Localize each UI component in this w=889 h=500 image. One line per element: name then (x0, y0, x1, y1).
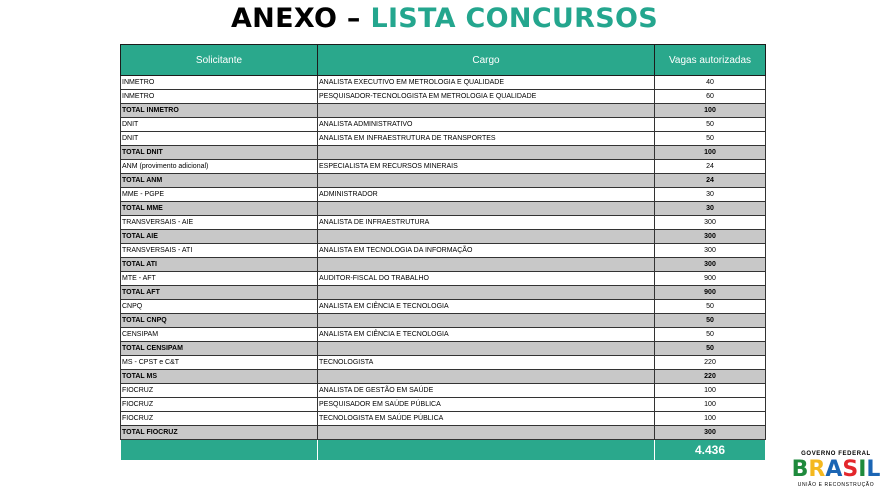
cell-cargo (318, 370, 655, 384)
cell-vagas: 50 (655, 118, 766, 132)
logo-letter: I (858, 457, 867, 482)
cell-solicitante: MTE - AFT (121, 272, 318, 286)
table-row (121, 76, 766, 90)
cell-vagas: 50 (655, 300, 766, 314)
cell-vagas: 220 (655, 356, 766, 370)
table-row (121, 412, 766, 426)
cell-solicitante: TOTAL INMETRO (121, 104, 318, 118)
cell-cargo (318, 202, 655, 216)
cell-cargo (318, 258, 655, 272)
cell-vagas: 300 (655, 426, 766, 440)
cell-vagas: 900 (655, 272, 766, 286)
cell-solicitante: ANM (provimento adicional) (121, 160, 318, 174)
cell-vagas: 40 (655, 76, 766, 90)
logo-wordmark (790, 458, 882, 482)
cell-vagas: 100 (655, 104, 766, 118)
cell-cargo (318, 314, 655, 328)
cell-solicitante: FIOCRUZ (121, 384, 318, 398)
cell-vagas: 30 (655, 188, 766, 202)
cell-cargo: ANALISTA DE GESTÃO EM SAÚDE (318, 384, 655, 398)
cell-vagas: 100 (655, 146, 766, 160)
cell-solicitante: MS - CPST e C&T (121, 356, 318, 370)
table-row (121, 188, 766, 202)
cell-vagas: 300 (655, 216, 766, 230)
total-row (121, 104, 766, 118)
cell-vagas: 900 (655, 286, 766, 300)
cell-cargo: ANALISTA EM CIÊNCIA E TECNOLOGIA (318, 300, 655, 314)
cell-solicitante: CNPQ (121, 300, 318, 314)
table-row (121, 244, 766, 258)
cell-vagas: 300 (655, 230, 766, 244)
table-header-row (121, 45, 766, 76)
total-row (121, 146, 766, 160)
logo-letter: S (842, 457, 859, 482)
cell-cargo: ANALISTA DE INFRAESTRUTURA (318, 216, 655, 230)
cell-solicitante: CENSIPAM (121, 328, 318, 342)
cell-cargo (318, 230, 655, 244)
cell-vagas: 50 (655, 132, 766, 146)
cell-solicitante: MME - PGPE (121, 188, 318, 202)
table-body (121, 76, 766, 440)
cell-solicitante: TOTAL DNIT (121, 146, 318, 160)
cell-cargo (318, 426, 655, 440)
cell-vagas: 50 (655, 314, 766, 328)
grand-total-blank-2 (318, 440, 655, 461)
logo-letter: B (791, 457, 809, 482)
table-row (121, 132, 766, 146)
table-row (121, 272, 766, 286)
cell-cargo: ADMINISTRADOR (318, 188, 655, 202)
cell-solicitante: INMETRO (121, 76, 318, 90)
table-row (121, 216, 766, 230)
cell-cargo: ANALISTA EM TECNOLOGIA DA INFORMAÇÃO (318, 244, 655, 258)
cell-vagas: 100 (655, 384, 766, 398)
total-row (121, 342, 766, 356)
cell-cargo (318, 174, 655, 188)
cell-solicitante: TRANSVERSAIS - AIE (121, 216, 318, 230)
cell-cargo: AUDITOR-FISCAL DO TRABALHO (318, 272, 655, 286)
table-row (121, 384, 766, 398)
cell-cargo (318, 286, 655, 300)
logo-bottom-text: UNIÃO E RECONSTRUÇÃO (797, 482, 875, 488)
cell-solicitante: FIOCRUZ (121, 398, 318, 412)
total-row (121, 258, 766, 272)
cell-solicitante: TOTAL ATI (121, 258, 318, 272)
column-header-cargo: Cargo (318, 45, 655, 76)
logo-letter: A (825, 457, 843, 482)
cell-vagas: 50 (655, 342, 766, 356)
table-row (121, 398, 766, 412)
total-row (121, 370, 766, 384)
total-row (121, 426, 766, 440)
title-main: LISTA CONCURSOS (370, 3, 658, 34)
total-row (121, 230, 766, 244)
total-row (121, 286, 766, 300)
cell-cargo: TECNOLOGISTA EM SAÚDE PÚBLICA (318, 412, 655, 426)
cell-vagas: 24 (655, 174, 766, 188)
cell-cargo: PESQUISADOR-TECNOLOGISTA EM METROLOGIA E QUALIDADE (318, 90, 655, 104)
cell-solicitante: TOTAL AFT (121, 286, 318, 300)
cell-solicitante: DNIT (121, 118, 318, 132)
cell-solicitante: DNIT (121, 132, 318, 146)
cell-solicitante: TOTAL MME (121, 202, 318, 216)
cell-cargo (318, 342, 655, 356)
grand-total-value: 4.436 (655, 440, 766, 461)
cell-solicitante: TOTAL CENSIPAM (121, 342, 318, 356)
table-row (121, 160, 766, 174)
column-header-solicitante: Solicitante (121, 45, 318, 76)
cell-cargo: ESPECIALISTA EM RECURSOS MINERAIS (318, 160, 655, 174)
cell-cargo (318, 146, 655, 160)
cell-solicitante: FIOCRUZ (121, 412, 318, 426)
cell-solicitante: INMETRO (121, 90, 318, 104)
total-row (121, 202, 766, 216)
table-row (121, 300, 766, 314)
table-row (121, 118, 766, 132)
cell-vagas: 50 (655, 328, 766, 342)
title-prefix: ANEXO – (230, 3, 361, 34)
cell-cargo: PESQUISADOR EM SAÚDE PÚBLICA (318, 398, 655, 412)
cell-solicitante: TOTAL AIE (121, 230, 318, 244)
table-row (121, 356, 766, 370)
cell-cargo: TECNOLOGISTA (318, 356, 655, 370)
cell-cargo: ANALISTA EM CIÊNCIA E TECNOLOGIA (318, 328, 655, 342)
cell-vagas: 100 (655, 398, 766, 412)
total-row (121, 314, 766, 328)
cell-solicitante: TOTAL MS (121, 370, 318, 384)
grand-total-blank-1 (121, 440, 318, 461)
cell-vagas: 60 (655, 90, 766, 104)
cell-solicitante: TOTAL CNPQ (121, 314, 318, 328)
concursos-table (120, 44, 766, 461)
total-row (121, 174, 766, 188)
cell-vagas: 300 (655, 258, 766, 272)
governo-federal-logo (790, 451, 882, 497)
cell-vagas: 24 (655, 160, 766, 174)
table-row (121, 90, 766, 104)
cell-solicitante: TRANSVERSAIS - ATI (121, 244, 318, 258)
cell-cargo: ANALISTA ADMINISTRATIVO (318, 118, 655, 132)
cell-vagas: 300 (655, 244, 766, 258)
table-row (121, 328, 766, 342)
cell-solicitante: TOTAL ANM (121, 174, 318, 188)
cell-cargo: ANALISTA EXECUTIVO EM METROLOGIA E QUALIDADE (318, 76, 655, 90)
cell-vagas: 100 (655, 412, 766, 426)
page-title (0, 3, 889, 34)
cell-solicitante: TOTAL FIOCRUZ (121, 426, 318, 440)
logo-letter: L (866, 457, 881, 482)
cell-cargo (318, 104, 655, 118)
cell-cargo: ANALISTA EM INFRAESTRUTURA DE TRANSPORTES (318, 132, 655, 146)
cell-vagas: 30 (655, 202, 766, 216)
column-header-vagas: Vagas autorizadas (655, 45, 766, 76)
grand-total-row (121, 440, 766, 461)
logo-letter: R (808, 457, 826, 482)
logo-top-text: GOVERNO FEDERAL (801, 451, 871, 457)
cell-vagas: 220 (655, 370, 766, 384)
